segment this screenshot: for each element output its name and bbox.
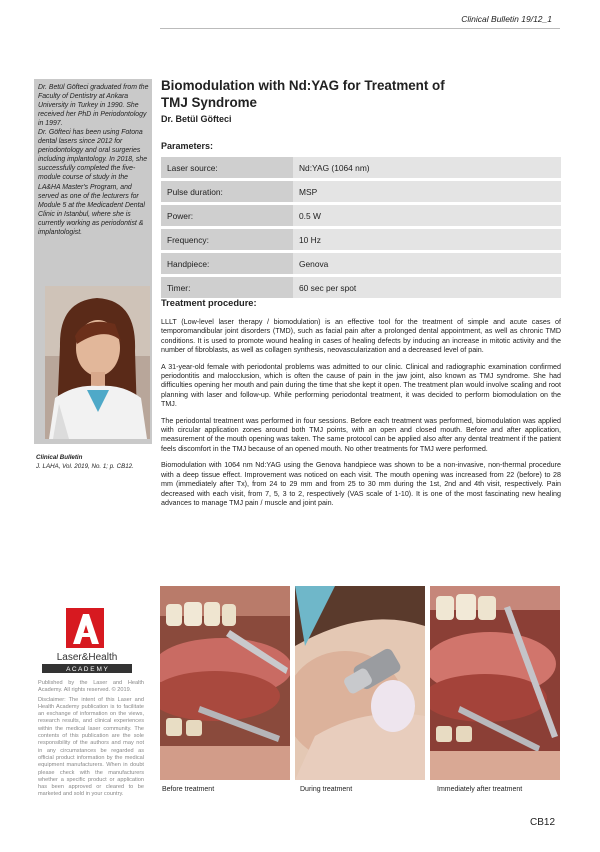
disclaimer: Disclaimer: The intent of this Laser and Health Academy publication is to facilitate an exchange of information on the views, research results, and clinical experiences within the medical laser community. The contents of this publication are the sole responsibility of the authors and may not in any circumstances be regarded as official product information by the medical equipment manufacturers. When in doubt please check with the manufacturers whether a specific product or application has been approved or cleared to be marketed and sold in your country. xyxy=(38,696,144,798)
clinical-photo-after xyxy=(430,586,560,780)
photo-caption: Before treatment xyxy=(162,786,215,793)
parameters-heading: Parameters: xyxy=(161,141,214,151)
logo-academy: A C A D E M Y xyxy=(66,666,108,673)
parameters-table xyxy=(161,157,561,301)
logo-wordmark: Laser&Health xyxy=(56,652,118,663)
laser-health-academy-logo xyxy=(40,608,134,674)
photo-caption: Immediately after treatment xyxy=(437,786,523,793)
published-by: Published by the Laser and Health Academy. All rights reserved. © 2019. xyxy=(38,680,144,694)
parameter-value: 0.5 W xyxy=(293,204,561,228)
article-body xyxy=(161,318,561,515)
bulletin-reference: Clinical Bulletin 19/12_1 xyxy=(461,14,552,24)
bulletin-credit xyxy=(36,454,154,471)
parameter-label: Frequency: xyxy=(161,228,293,252)
header-divider xyxy=(160,28,560,29)
parameter-value: Genova xyxy=(293,252,561,276)
author-bio-paragraph: Dr. Betül Göfteci graduated from the Faculty of Dentistry at Ankara University in Turkey in 1990. She received her PhD in Periodontology in 1997. xyxy=(38,84,149,128)
author-portrait xyxy=(45,286,150,439)
article-title: Biomodulation with Nd:YAG for Treatment of TMJ Syndrome xyxy=(161,78,445,110)
parameter-row xyxy=(161,157,561,180)
body-paragraph: A 31-year-old female with periodontal problems was admitted to our clinic. Clinical and radiographic examination confirmed periodontitis and malocclusion, which is often the cause of pain in the jaw joint, also known as TMJ syndrome. She had difficulties opening her mouth and pain during the time that she kept it open. The treatment plan would involve scaling and root planning with laser and follow-up. While performing periodontal treatment, it was decided to perform biomodulation on the TMJ. xyxy=(161,362,561,409)
clinical-photo-during xyxy=(295,586,425,780)
author-bio xyxy=(38,83,150,237)
clinical-photo-before xyxy=(160,586,290,780)
parameter-value: Nd:YAG (1064 nm) xyxy=(293,157,561,180)
page-number: CB12 xyxy=(529,817,555,828)
parameter-value: 10 Hz xyxy=(293,228,561,252)
parameter-value: MSP xyxy=(293,180,561,204)
body-paragraph: Biomodulation with 1064 nm Nd:YAG using the Genova handpiece was shown to be a non-invasive, non-thermal procedure with a deep tissue effect. Improvement was noticed on each visit. The mouth opening was increased from 22 (before) to 28 mm (immediately after Tx), from 24 to 29 mm and from 25 to 30 mm during the 1st, 2nd and 4th visit, respectively. Pain decreased with each visit, from 7, 5, 3 to 2, respectively (VAS scale of 1-10). It is one of the most fascinating new healing advances to manage TMJ pain / muscle and joint pain. xyxy=(161,461,561,507)
parameter-row xyxy=(161,228,561,252)
parameter-row xyxy=(161,276,561,300)
author-name: Dr. Betül Göfteci xyxy=(161,114,232,124)
author-bio-paragraph: Dr. Göfteci has been using Fotona dental lasers since 2012 for periodontology and oral surgeries including implantology. In 2018, she successfully completed the five-module course of study in the LA&HA Master's Program, and served as one of the lecturers for Module 5 at the Medicadent Dental Clinic in Istanbul, where she is currently working as periodontist & implantologist. xyxy=(38,129,148,236)
parameter-value: 60 sec per spot xyxy=(293,276,561,300)
parameter-label: Laser source: xyxy=(161,157,293,180)
parameter-label: Pulse duration: xyxy=(161,180,293,204)
photo-caption: During treatment xyxy=(300,786,353,793)
citation: J. LAHA, Vol. 2019, No. 1; p. CB12. xyxy=(36,462,134,470)
body-paragraph: The periodontal treatment was performed in four sessions. Before each treatment was performed, biomodulation was applied with circular application zones around both TMJ points, with an open and closed mouth. Before and after application, measurement of the mouth opening was taken. The same protocol can be applied also after any dental treatment if the patient feels discomfort in the TMJ because of an opened mouth. No other treatments for TMJ were performed. xyxy=(161,416,561,453)
parameter-label: Handpiece: xyxy=(161,252,293,276)
parameter-row xyxy=(161,180,561,204)
parameter-row xyxy=(161,252,561,276)
body-paragraph: LLLT (Low-level laser therapy / biomodulation) is an effective tool for the treatment of simple and acute cases of temporomandibular joint disorders (TMD), such as facial pain after a prolonged dental appointment, as well as chronic TMD conditions. It is used to promote wound healing in cases of healing defects by inducing an increase in mitotic activity and the number of fibroblasts, as well as collagen synthesis, neovascularization and a decreased level of pain. xyxy=(161,318,561,355)
bulletin-label: Clinical Bulletin xyxy=(36,454,83,461)
parameter-row xyxy=(161,204,561,228)
parameter-label: Power: xyxy=(161,204,293,228)
treatment-heading: Treatment procedure: xyxy=(161,298,257,308)
publisher-notice xyxy=(38,680,144,801)
parameter-label: Timer: xyxy=(161,276,293,300)
